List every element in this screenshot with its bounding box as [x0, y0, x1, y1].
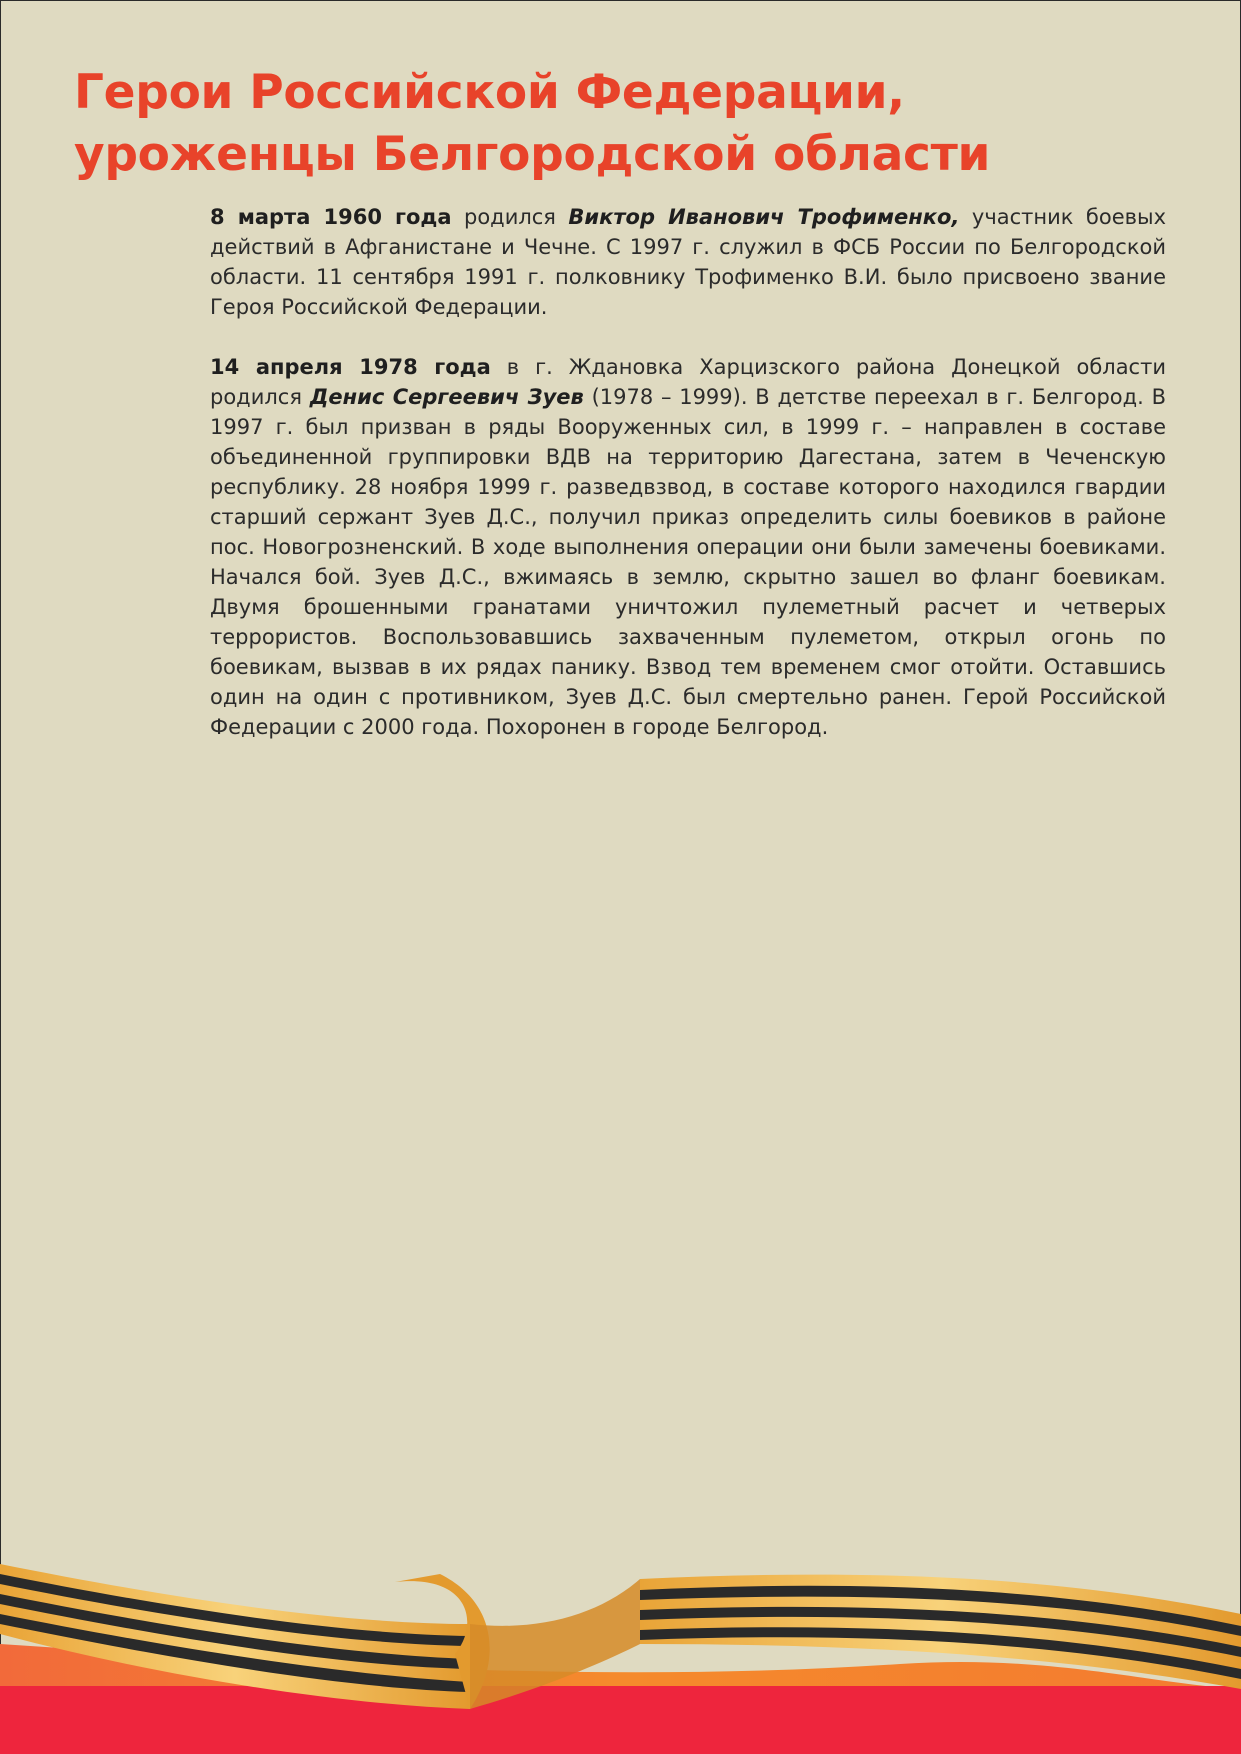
paragraph-text: участник боевых действий в Афганистане и Чечне. С 1997 г. служил в ФСБ России по Белгородской области. 11 сентября 1991 г. полковнику Трофименко В.И. было присвоено звание Героя Российской Федерации. — [210, 205, 1167, 319]
page-title — [74, 62, 1074, 186]
paragraph-trofimenko — [210, 202, 1166, 322]
article-body — [210, 202, 1166, 772]
paragraph-prefix: родился — [451, 205, 569, 229]
title-line-2: уроженцы Белгородской области — [74, 127, 991, 182]
paragraph-prefix: в г. Ждановка Харцизского района Донецкой области родился — [210, 355, 1166, 409]
title-line-1: Герои Российской Федерации, — [74, 65, 905, 120]
hero-name: Виктор Иванович Трофименко, — [568, 205, 960, 229]
birth-date: 14 апреля 1978 года — [210, 355, 491, 379]
st-george-ribbon-icon — [0, 1514, 1241, 1754]
paragraph-zuev — [210, 352, 1166, 742]
hero-name: Денис Сергеевич Зуев — [309, 385, 584, 409]
paragraph-text: (1978 – 1999). В детстве переехал в г. Белгород. В 1997 г. был призван в ряды Вооруженных сил, в 1999 г. – направлен в составе объединенной группировки ВДВ на территорию Дагестана, затем в Чеченскую республику. 28 ноября 1999 г. разведвзвод, в составе которого находился гвардии старший сержант Зуев Д.С., получил приказ определить силы боевиков в районе пос. Новогрозненский. В ходе выполнения операции они были замечены боевиками. Начался бой. Зуев Д.С., вжимаясь в землю, скрытно зашел во фланг боевикам. Двумя брошенными гранатами уничтожил пулеметный расчет и четверых террористов. Воспользовавшись захваченным пулеметом, открыл огонь по боевикам, вызвав в их рядах панику. Взвод тем временем смог отойти. Оставшись один на один с противником, Зуев Д.С. был смертельно ранен. Герой Российской Федерации с 2000 года. Похоронен в городе Белгород. — [210, 385, 1166, 739]
birth-date: 8 марта 1960 года — [210, 205, 452, 229]
red-band — [0, 1686, 1241, 1754]
